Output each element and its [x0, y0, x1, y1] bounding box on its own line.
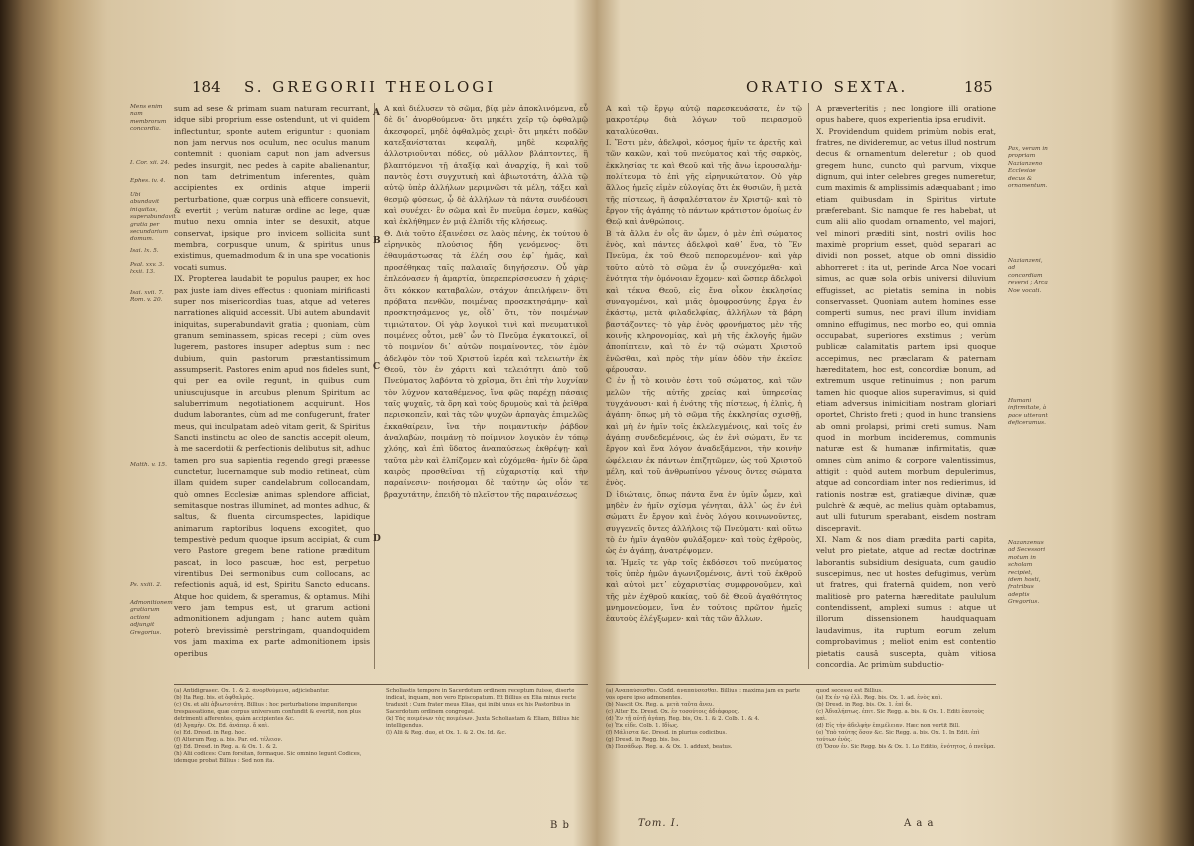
footnote: (d) Ἐν τῇ αὐτῇ ἀγάπῃ. Reg. bis, Ox. 1. & 2. Colb. 1. & 4.: [606, 716, 760, 722]
column-letter: B: [373, 236, 381, 246]
margin-note: Humani infirmitate, à pace utterant deficeramus.: [1008, 398, 1048, 427]
signature-mark: B b: [550, 820, 570, 831]
footnote: (k) Τὰς ποιμένων τὰς ποιμένων. Juxta Scholiastam & Eliam, Billius hic intelligendus.: [386, 716, 580, 729]
paragraph: A καὶ διέλυσεν τὸ σῶμα, βίᾳ μὲν ἀποκλινόμενα, εὖ δὲ δι᾽ ἀνορθούμενα· ὅτι μηκέτι χεῖρ τῷ ὀφθαλμῷ ἀκεσφορεῖ, μηδὲ ὀφθαλμὸς χειρὶ· ὅτι μηκέτι ποδῶν κατεξανίσταται κεφαλὴ, μηδὲ κεφαλῆς ἀλλοτριοῦνται πόδες, οὐ μᾶλλον βλάπτοντες, ἢ βλαπτόμενοι τῇ ἀταξίᾳ καὶ ἀναρχίᾳ, ἣ καὶ τοῦ παντὸς ἐστι συγχυτικὴ καὶ ἀβιωτοτάτη, ἀλλὰ τῷ αὐτῷ ὑπὲρ ἀλλήλων μεριμνῶσι τὰ μέλη, τάξει καὶ θεσμῷ φύσεως, ᾧ δὲ ἀλλήλων τὰ πάντα συνδέουσι καὶ συνέχει· ἓν σῶμα καὶ ἓν πνεῦμα ἐσμεν, καθὼς καὶ ἐκλήθημεν ἐν μιᾷ ἐλπίδι τῆς κλήσεως.: [384, 104, 588, 227]
margin-note: Mens enim nam membrorum concordia.: [130, 104, 167, 133]
footnote: (f) Ὅσον ἐν. Sic Regg. bis & Ox. 1. Lo Editio, ἑνότητος, ὁ πνεῦμα.: [816, 744, 996, 750]
paragraph: A καὶ τῷ ἔργῳ αὐτῷ παρεσκευάσατε, ἐν τῷ μακροτέρῳ διὰ λόγων τοῦ πειρασμοῦ καταλύεσθαι.: [606, 104, 802, 136]
footnote: (c) Ox. et alii ἀβιωτοτάτη. Billius : hoc perturbatione impuniterque trespassatione, quæ corpus universum confundit & evertit, non plus detrimenti afferentes, quàm accipientes &c.: [174, 702, 361, 722]
footnote: (g) Dresd. in Regg. bis. Iss.: [606, 737, 681, 743]
running-head: S. GREGORII THEOLOGI: [244, 78, 497, 96]
footnote-rule: [606, 684, 996, 685]
footnote: quod secessu est Billius.: [816, 688, 883, 694]
paragraph: Θ. Διὰ τοῦτο ἐξαινέσει σε λαὸς πένης, ἐκ τούτου ὁ εἰρηνικὸς πλούσιος ἤδη γενόμενος· ὅτι ἐθαυμάστωσας τὰ ἐλέη σου ἐφ᾽ ἡμᾶς, καὶ προσέθηκας ταῖς παλαιαῖς διηγήσεσιν. Οὗ γὰρ ἐπλεόνασεν ἡ ἁμαρτία, ὑπερεπερίσσευσεν ἡ χάρις· ὅτι κόκκον καταβαλὼν, στάχυν ἀπειλήφειν· ὅτι πρόβατα πενθῶν, ποιμένας προσεκτησάμην· καὶ προσκτησάμενος γε, οἶδ᾽ ὅτι, τὸν ποιμένων τιμιώτατον. Οἱ γὰρ λογικοὶ τινὶ καὶ πνευματικοὶ ποιμένες οὗτοι, μεθ᾽ ὧν τὸ Πνεῦμα ἐγκατοικεῖ, οἱ τὸ ποιμνίον δι᾽ αὐτῶν ποιμαίνοντες, τὸν ἐμὸν ἀδελφὸν τὸν τοῦ Χριστοῦ ἱερέα καὶ τελειωτὴν ἐκ Θεοῦ, τὸν ἐν χάριτι καὶ τελειότητι ἀπὸ τοῦ Πνεύματος λαβόντα τὸ χρῖσμα, ὅτι ἐπὶ τὴν λυχνίαν τὸν λύχνον καταθέμενος, ἵνα φῶς παρέχῃ πάσαις ταῖς ψυχαῖς, τὰ ὄρη καὶ τοὺς δρυμοὺς καὶ τὰ ῥεῖθρα περισκοπεῖν, καὶ τὰς τῶν ψυχῶν ἁρπαγὰς ἐπιμελῶς ἐκκαθαίρειν, ἵνα τὴν ποιμαντικὴν ῥάβδον ἀναλαβὼν, ποιμάνῃ τὸ ποίμνιον λογικὸν ἐν τόπῳ χλόης, καὶ ἐπὶ ὕδατος ἀναπαύσεως ἐκθρέψῃ· καὶ ταῦτα μὲν καὶ ἐλπίζομεν καὶ εὐχόμεθα· ἡμῖν δὲ ὥρα καιρὸς προσθεῖναι τῇ εὐχαριστίᾳ καὶ τὴν παραίνεσιν· ποιήσομαι δὲ ταύτην ὡς οἷόν τε βραχυτάτην, ἐπειδὴ τὸ πλεῖστον τῆς παραινέσεως: [384, 228, 588, 499]
margin-note: Pax, veram in propriam Nazianzeno Ecclesiae decus & ornamentum.: [1008, 146, 1048, 190]
latin-column: [174, 103, 370, 669]
column-divider: [374, 103, 375, 669]
paragraph: A præverteritis ; nec longiore illi oratione opus habere, quos experientia ipsa erudivit.: [816, 104, 996, 125]
footnote: (a) Antidigrasec. Ox. 1. & 2. ἀνορθούμενα, adjiciebantur.: [174, 688, 330, 694]
footnote: (e) Ed. Dresd. in Reg. hoc.: [174, 730, 247, 736]
footnotes-right: [386, 688, 588, 818]
margin-note: Psal. xxv. 3. lxxii. 13.: [130, 262, 165, 276]
column-letter: D: [373, 534, 381, 544]
footnote: (b) Dresd. in Reg. bis. Ox. 1. ἐπὶ δι.: [816, 702, 913, 708]
margin-note: I. Cor. xii. 24.: [130, 160, 170, 166]
footnote: (g) Ed. Dresd. in Reg. a. & Ox. 1. & 2.: [174, 744, 278, 750]
greek-column: [384, 103, 588, 669]
footnote: (d) Ἀγαμὴν. Ox. Ed. ἀνάπερ. ἄ καὶ.: [174, 723, 269, 729]
margin-note: Nazanzenus ad Secessori motum in scholam recipiet, idem hosti, fratribus adeptis Gregorius.: [1008, 540, 1046, 606]
footnote: (h) Πασάδωρ. Reg. a. & Ox. 1. adduxt, beatus.: [606, 744, 733, 750]
paragraph: sum ad sese & primam suam naturam recurrant, idque sibi proprium esse ostendunt, ut vi quidem inflectuntur, sponte autem eriguntur : quoniam non jam nervus nos oculum, nec oculus manum contemnit : quoniam caput non jam adversus pedes insurgit, nec pedes à capite abalienantur, non tam detrimentum inferentes, quàm accipientes ex ordinis atque imperii perturbatione, quæ corpus unà efficere consuevit, & evertit ; verùm naturæ ordine ac lege, quæ mutuo nexu omnia inter se desuxit, atque conservat, ipsique pro invicem sollicita sunt membra, corpusque unum, & spiritus unus existimus, quemadmodum & in una spe vocationis vocati sumus.: [174, 104, 370, 272]
right-page: [598, 0, 1068, 846]
footnotes-right: [816, 688, 996, 806]
page-number: 184: [192, 78, 221, 96]
running-head: ORATIO SEXTA.: [746, 78, 909, 96]
footnote: (c) Ἀδιαλήπτως. ἐπιτ. Sic Regg. a. bis. & Ox. 1. Editi ἑαυτοὺς καὶ.: [816, 709, 984, 722]
margin-note: Ubi abundavit iniquitas, superabundavit gratia per secundarium domum.: [130, 192, 176, 243]
column-divider: [808, 103, 809, 669]
footnote: (e) Ὑπὸ ταύτης ὅσον &c. Sic Regg. a. bis. Ox. 1. In Edit. ἐπὶ τούτων ἑνὸς.: [816, 730, 980, 743]
footnote: (a) Ἀναπαύσεσθαι. Codd. ἀναπαύσεσθαι. Billius : maxima jam ex parte vos opere ipso admonentes.: [606, 688, 800, 701]
paragraph: B τὰ ἄλλα ἐν οἷς ἂν ὦμεν, ὁ μὲν ἐπὶ σώματος ἑνὸς, καὶ πάντες ἀδελφοὶ καθ᾽ ἕνα, τὸ Ἓν Πνεῦμα, ἐκ τοῦ Θεοῦ πεπορευμένον· καὶ γὰρ τοῦτο αὐτὸ τὸ σῶμα ἐν ᾧ συνεχόμεθα· καὶ ἑνότητα τὴν ὁμόνοιαν ἔχομεν· καὶ ὥσπερ ἀδελφοὶ καὶ τέκνα Θεοῦ, εἰς ἕνα οἶκον ἐκκλησίας συναγομένοι, καὶ μιᾶς ὁμοφροσύνης ἔργα ἐν ἑκάστῳ, μετὰ φιλαδελφίας, ἀλλήλων τὰ βάρη βαστάζοντες· τὸ γὰρ ἑνὸς φρονήματος μὲν τῆς κοινῆς κληρονομίας, καὶ μὴ τῆς ἐκλογῆς ἡμῶν ἀποπίπτειν, καὶ τὸ ἐν τῷ σώματι Χριστοῦ ἑνῶσθαι, καὶ πρὸς τὴν μίαν ὁδὸν τὴν ἐκεῖσε φέρουσαν.: [606, 228, 802, 374]
footnote: (f) Μάλιστα &c. Dresd. in plurius codicibus.: [606, 730, 727, 736]
column-letter: C: [373, 362, 381, 372]
margin-note: Nazianzeni, ad concordiam reversi ; Arca Noe vocati.: [1008, 258, 1048, 294]
margin-note: Matth. v. 15.: [130, 462, 167, 468]
footnote: (d) Εἰς τὴν ἀδελφὴν ἐπιμέλειαν. Hæc non vertit Bill.: [816, 723, 960, 729]
footnote: (b) Nascit Ox. Reg. a. μετὰ ταῦτα ἄνευ.: [606, 702, 714, 708]
margin-note: Admonitionem gratiarum actioni adjungit Gregorius.: [130, 600, 173, 636]
latin-column: [816, 103, 996, 669]
paragraph: D ἰδιώταις, ὅπως πάντα ἕνα ἐν ὑμῖν ὦμεν, καὶ μηδὲν ἐν ἡμῖν σχίσμα γένηται, ἀλλ᾽ ὡς ἐν ἑνὶ σώματι ἕν ἔργον καὶ ἑνὸς λόγου κοινωνοῦντες, συγγενεῖς ὄντες ἀλλήλοις τῷ Πνεύματι· καὶ οὕτω τὸ ἐν ἡμῖν ἀγαθὸν φυλάξομεν· καὶ τοὺς ἐχθροὺς, ὡς ἐν ἀγάπῃ, ἀνατρέψομεν.: [606, 489, 802, 556]
paragraph: C ἐν ᾗ τὸ κοινὸν ἐστι τοῦ σώματος, καὶ τῶν μελῶν τῆς αὐτῆς χρείας καὶ ὑπηρεσίας τυγχάνουσι· καὶ ἡ ἑνότης τῆς πίστεως, ἡ ἐλπὶς, ἡ ἀγάπη· ὅπως μὴ τὸ σῶμα τῆς ἐκκλησίας σχισθῇ, καὶ μὴ ἐν ἡμῖν τοῖς ἐκλελεγμένοις, καὶ τοῖς ἐν ἀγάπῃ συνδεδεμένοις, ὡς ἐν ἑνὶ σώματι, ἕν τε ἔργον καὶ ἕνα λόγον ἀναδεξάμενοι, τὴν κοινὴν ὠφέλειαν ἐκ πάντων ἐπιζητῶμεν, ὡς τοῦ Χριστοῦ μέλη, καὶ τοῦ ἀνθρωπίνου γένους ὄντες σώματα ἑνὸς.: [606, 376, 802, 488]
footnote: Scholiastis tempore in Sacerdotum ordinem receptum fuisse, diserte indicat, inquam, non vero Episcopatum. Et Billius ex Elia minus recte traduxit : Cum frater meus Elias, qui inibi unus ex his Pastoribus in Sacerdotum ordinem congregat.: [386, 688, 577, 715]
footnotes-left: [174, 688, 372, 834]
margin-note: Isai. lx. 5.: [130, 248, 159, 254]
signature-mark: A a a: [904, 818, 935, 829]
paragraph: XI. Nam & nos diam prædita parti capita, velut pro pietate, atque ad rectæ doctrinæ laborantis subsidium desiguata, cum gaudio suscepimus, nec ut hostes defugimus, verùm ut fratres, qui fraternâ quidem, non verò malitiosè pro paterna hæreditate paululum contendissent, amplexi sumus : atque ut illorum dissensionem haudquaquam laudavimus, ita ruptum eorum zelum comprobavimus ; meliot enim est contentio pietatis causâ suscepta, quàm vitiosa concordia. Ac primùm subductio-: [816, 535, 996, 669]
greek-column: [606, 103, 802, 669]
footnote: (c) Alter Ex. Dresd. Ox. ἐν τοσούτοις ἀδιάφορος.: [606, 709, 740, 715]
left-page: [130, 0, 600, 846]
footnote: (l) Alii & Reg. duo, et Ox. 1. & 2. Ox. Id. &c.: [386, 730, 507, 736]
footnote: (h) Alii codices: Cum forsitan, formaque. Sic omnino legunt Codices, idemque probat Billius : Sed non ita.: [174, 751, 362, 764]
paragraph: Ι. Ἕστι μὲν, ἀδελφοὶ, κόσμος ἡμῖν τε ἀρετῆς καὶ τῶν κακῶν, καὶ τοῦ πνεύματος καὶ τῆς σαρκὸς, ἐκκλησίας τε καὶ Θεοῦ καὶ τῆς ἄνω ἱερουσαλὴμ· πολίτευμα τὸ ἐπὶ γῆς εἰρηνικώτατον. Οὐ γὰρ ἄλλος ἡμεῖς εἰμὲν εὐλογίας ὅτι ἐκ θυσιῶν, ἢ μετὰ τῆς πίστεως, ἢ ἀσφαλέστατον ἐν Χριστῷ· καὶ τὸ ἔργον τῆς ἀγάπης τὸ πάντων κράτιστον ὁμοίως ἐν Θεῷ καὶ ἀνθρώποις.: [606, 138, 802, 227]
footnotes-left: [606, 688, 802, 806]
footnote: (e) Ἐκ εἰδε. Colb. 1. Ιδίως.: [606, 723, 679, 729]
footnote: (b) Ita Reg. bis. et ὀφθαλμὸς.: [174, 695, 254, 701]
paragraph: ια. Ἡμεῖς τε γὰρ τοῖς ἐκδόσεσι τοῦ πνεύματος τοῖς ὑπὲρ ἡμῶν ἀγωνιζομένοις, ἀντὶ τοῦ ἐκθροῦ καὶ αὐτοὶ μετ᾽ εὐχαριστίας συμφρονοῦμεν, καὶ τῆς μὲν ἐχθροῦ κακίας, τοῦ δὲ Θεοῦ ἀγαθότητος μνημονεύομεν, ἵνα ἐν τούτοις πρῶτον ἡμεῖς ἑαυτοὺς ἐλέγξωμεν· καὶ τὰς τῶν ἄλλων.: [606, 557, 802, 624]
paragraph: X. Providendum quidem primùm nobis erat, fratres, ne divideremur, ac vetus illud nostrum decus & ornamentum deleretur ; ob quod gregem hunc, cuncto quì parvum, vixque dignum, qui inter celebres greges numeretur, cum maximis & amplissimis adæquabant ; imo etiam quibusdam in Spiritus virtute præferebant. Sic namque fe res habebat, ut cum alii alio quodam ornamento, vel majori, vel minori præditi sint, nostri ovilis hoc maximè proprium esset, quòd separari ac dividi non posset, atque ob omni dissidio abhorreret : ita ut, perinde Arca Noe vocari simus, ac quæ sola orbis universi diluvium effugisset, ac pietatis semina in nobis conservasset. Quoniam autem homines esse comperti sumus, nec pravi illum invidiam omnino effugimus, nec morbo eo, qui omnia occupabat, superiores exstimus ; verùm publicæ calamitatis partem ipsi quoque accepimus, nec præclaram & paternam hæreditatem, hoc est, concordiæ bonum, ad extremum usque retinuimus ; non parum tamen hic quoque alios superavimus, si quid etiam adversus inimicitiam nostram gloriari oportet, Christo freti ; quod in hunc transiens ab omni prolapsi, primi creti sumus. Nam quod in morbum incideremus, communis naturæ est & humanæ infirmitatis, quæ omnes cùm animo & corpore valentissimus, attigit : quòd autem morbum depulerimus, atque ad concordiam inter nos redierimus, id rationis nostræ est, gratiæque divinæ, quæ pulchrè & æquè, ac melius quàm optabamus, aut ulli futurum sperabant, eisdem nostram discepravit.: [816, 126, 996, 533]
column-letter: A: [373, 108, 380, 118]
footnote: (f) Alterum Reg. a. bis. Par. ed. τέλειον.: [174, 737, 283, 743]
margin-note: Isai. xvii. 7. Rom. v. 20.: [130, 290, 164, 304]
paragraph: IX. Propterea laudabit te populus pauper, ex hoc pax juste iam dives effectus : quoniam mirificasti super nos misericordias tuas, atque ad veteres narrationes aliquid accessit. Ubi autem abundavit iniquitas, superabundavit gratia ; quoniam, cùm granum seminassem, spicas recepi ; cùm oves lugerem, pastores insuper adeptus sum : nec dubium, quin pastorum præstantissimum assumpserit. Pastores enim apud nos fideles sunt, qui per ea ovile regunt, in quibus cum uniuscujusque in arcubus plenum Spiritum ac saluberrimum negotiationem acquirunt. Hos dudum laborantes, cùm ad me confugerunt, frater meus, qui inculpatam adeò vitam gerit, & Spiritus Sancti instinctu ac oleo de sanctis accepit oleum, à me sacerdotii & perfectionis delibutus sit, adhuc tamen pro sua sapientia regendo gregi præesse cunctetur, lucernamque sub modio retineat, cùm illam quidem super candelabrum collocandam, quò omnes Ecclesiæ animas splendore afficiat, semitasque nostras illuminet, ad montes adhuc, & saltus, & fluenta circumspectes, lapidique animarum raptoribus loquens excogitet, quo tempestivè pedum quoque ipsum accipiat, & cum vero Pastore gregem bene ratione præditum pascat, in loco pascuæ, hoc est, perpetuo virentibus Dei sermonibus cum collocans, ac refectionis aquâ, id est, Spiritu Sancto educans. Atque hoc quidem, & speramus, & optamus. Mihi vero jam tempus est, ut grarum actioni admonitionem adjungam ; hanc autem quàm poterò brevissimè perstringam, quandoquidem vos jam maxima ex parte admonitionem ipsis operibus: [174, 274, 370, 658]
volume-mark: Tom. I.: [638, 818, 680, 829]
footnote: (a) Ex ἐν τῷ ἐλλ. Reg. bis. Ox. 1. ad. ἑνὸς καὶ.: [816, 695, 943, 701]
footnote-rule: [174, 684, 588, 685]
margin-note: Ephes. iv. 4.: [130, 178, 166, 184]
margin-note: Ps. xxiii. 2.: [130, 582, 162, 588]
page-number: 185: [964, 78, 993, 96]
